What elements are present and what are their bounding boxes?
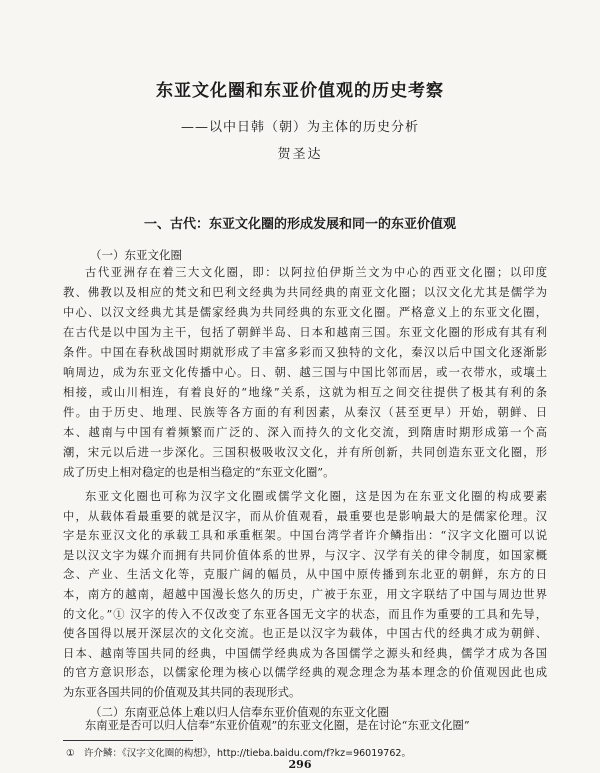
paragraph-1	[63, 263, 547, 483]
paragraph-line: 成了历史上相对稳定的也是相当稳定的“东亚文化圈”。	[63, 466, 335, 479]
paragraph-line: 条件。中国在春秋战国时期就形成了丰富多彩而又独特的文化，秦汉以后中国文化逐渐影	[63, 346, 547, 359]
footnote: ① 许介鳞：《汉字文化圈的构想》，http://tieba.baidu.com/f?kz=96019762。	[66, 748, 411, 759]
paragraph-3	[63, 716, 547, 737]
paragraph-line: 本，南方的越南，超越中国漫长悠久的历史，广被于东亚，用文字联结了中国与周边世界	[63, 587, 547, 601]
paragraph-line: 相接，或山川相连，有着良好的“地缘”关系，这就为相互之间交往提供了极其有利的条	[63, 386, 547, 399]
paper-title: 东亚文化圈和东亚价值观的历史考察	[156, 81, 444, 101]
paragraph-2	[63, 487, 547, 703]
paragraph-line: 东南亚是否可以归人信奉“东亚价值观”的东亚文化圈，是在讨论“东亚文化圈”	[85, 719, 470, 732]
paragraph-line: 东亚文化圈也可称为汉字文化圈或儒学文化圈，这是因为在东亚文化圈的构成要素	[85, 490, 547, 503]
paper-subtitle: ——以中日韩（朝）为主体的历史分析	[180, 120, 419, 135]
footnote-divider	[63, 740, 193, 741]
page-number: 296	[288, 758, 312, 771]
paragraph-line: 古代亚洲存在着三大文化圈，即：以阿拉伯伊斯兰文为中心的西亚文化圈；以印度	[85, 266, 547, 279]
paragraph-line: 念、产业、生活文化等，克服广阔的幅员，从中国中原传播到东北亚的朝鲜，东方的日	[63, 568, 547, 582]
section-heading: 一、古代：东亚文化圈的形成发展和同一的东亚价值观	[143, 217, 456, 232]
paragraph-line: 潮，宋元以后进一步深化。三国积极吸收汉文化，并有所创新，共同创造东亚文化圈，形	[63, 446, 547, 459]
paragraph-line: 使各国得以展开深层次的文化交流。也正是以汉字为载体，中国古代的经典才成为朝鲜、	[63, 627, 547, 641]
subsection-heading-2: （二）东南亚总体上难以归人信奉东亚价值观的东亚文化圈	[90, 705, 389, 719]
paragraph-line: 响周边，成为东亚文化传播中心。日、朝、越三国与中国比邻而居，或一衣带水，或壤土	[63, 366, 547, 379]
paragraph-line: 中心、以汉文经典尤其是儒家经典为共同经典的东亚文化圈。严格意义上的东亚文化圈，	[63, 306, 547, 319]
paragraph-line: 字是东亚汉文化的承载工具和承重框架。中国台湾学者许介鳞指出：“汉字文化圈可以说	[63, 529, 547, 543]
paragraph-line: 中，从载体看最重要的就是汉字，而从价值观看，最重要也是影响最大的是儒家伦理。汉	[63, 509, 547, 523]
paragraph-line: 在古代是以中国为主干，包括了朝鲜半岛、日本和越南三国。东亚文化圈的形成有其有利	[63, 326, 547, 339]
subsection-heading-1: （一）东亚文化圈	[90, 248, 182, 262]
paragraph-line: 为东亚各国共同的价值观及其共同的表现形式。	[63, 685, 301, 699]
paragraph-line: 日本、越南等国共同的经典，中国儒学经典成为各国儒学之源头和经典，儒学才成为各国	[63, 646, 547, 660]
paragraph-line: 件。由于历史、地理、民族等各方面的有利因素，从秦汉（甚至更早）开始，朝鲜、日	[63, 406, 547, 419]
paragraph-line: 是以汉文字为媒介而拥有共同价值体系的世界，与汉字、汉学有关的律令制度，如国家概	[63, 548, 547, 562]
paragraph-line: 教、佛教以及相应的梵文和巴利文经典为共同经典的南亚文化圈；以汉文化尤其是儒学为	[63, 286, 547, 299]
author-name: 贺圣达	[277, 147, 323, 162]
paragraph-line: 的官方意识形态，以儒家伦理为核心以儒学经典的观念理念为基本理念的价值观因此也成	[63, 666, 547, 680]
paragraph-line: 本、越南与中国有着频繁而广泛的、深入而持久的文化交流，到隋唐时期形成第一个高	[63, 426, 547, 439]
paragraph-line: 的文化。”① 汉字的传入不仅改变了东亚各国无文字的状态，而且作为重要的工具和先导，	[63, 607, 547, 621]
